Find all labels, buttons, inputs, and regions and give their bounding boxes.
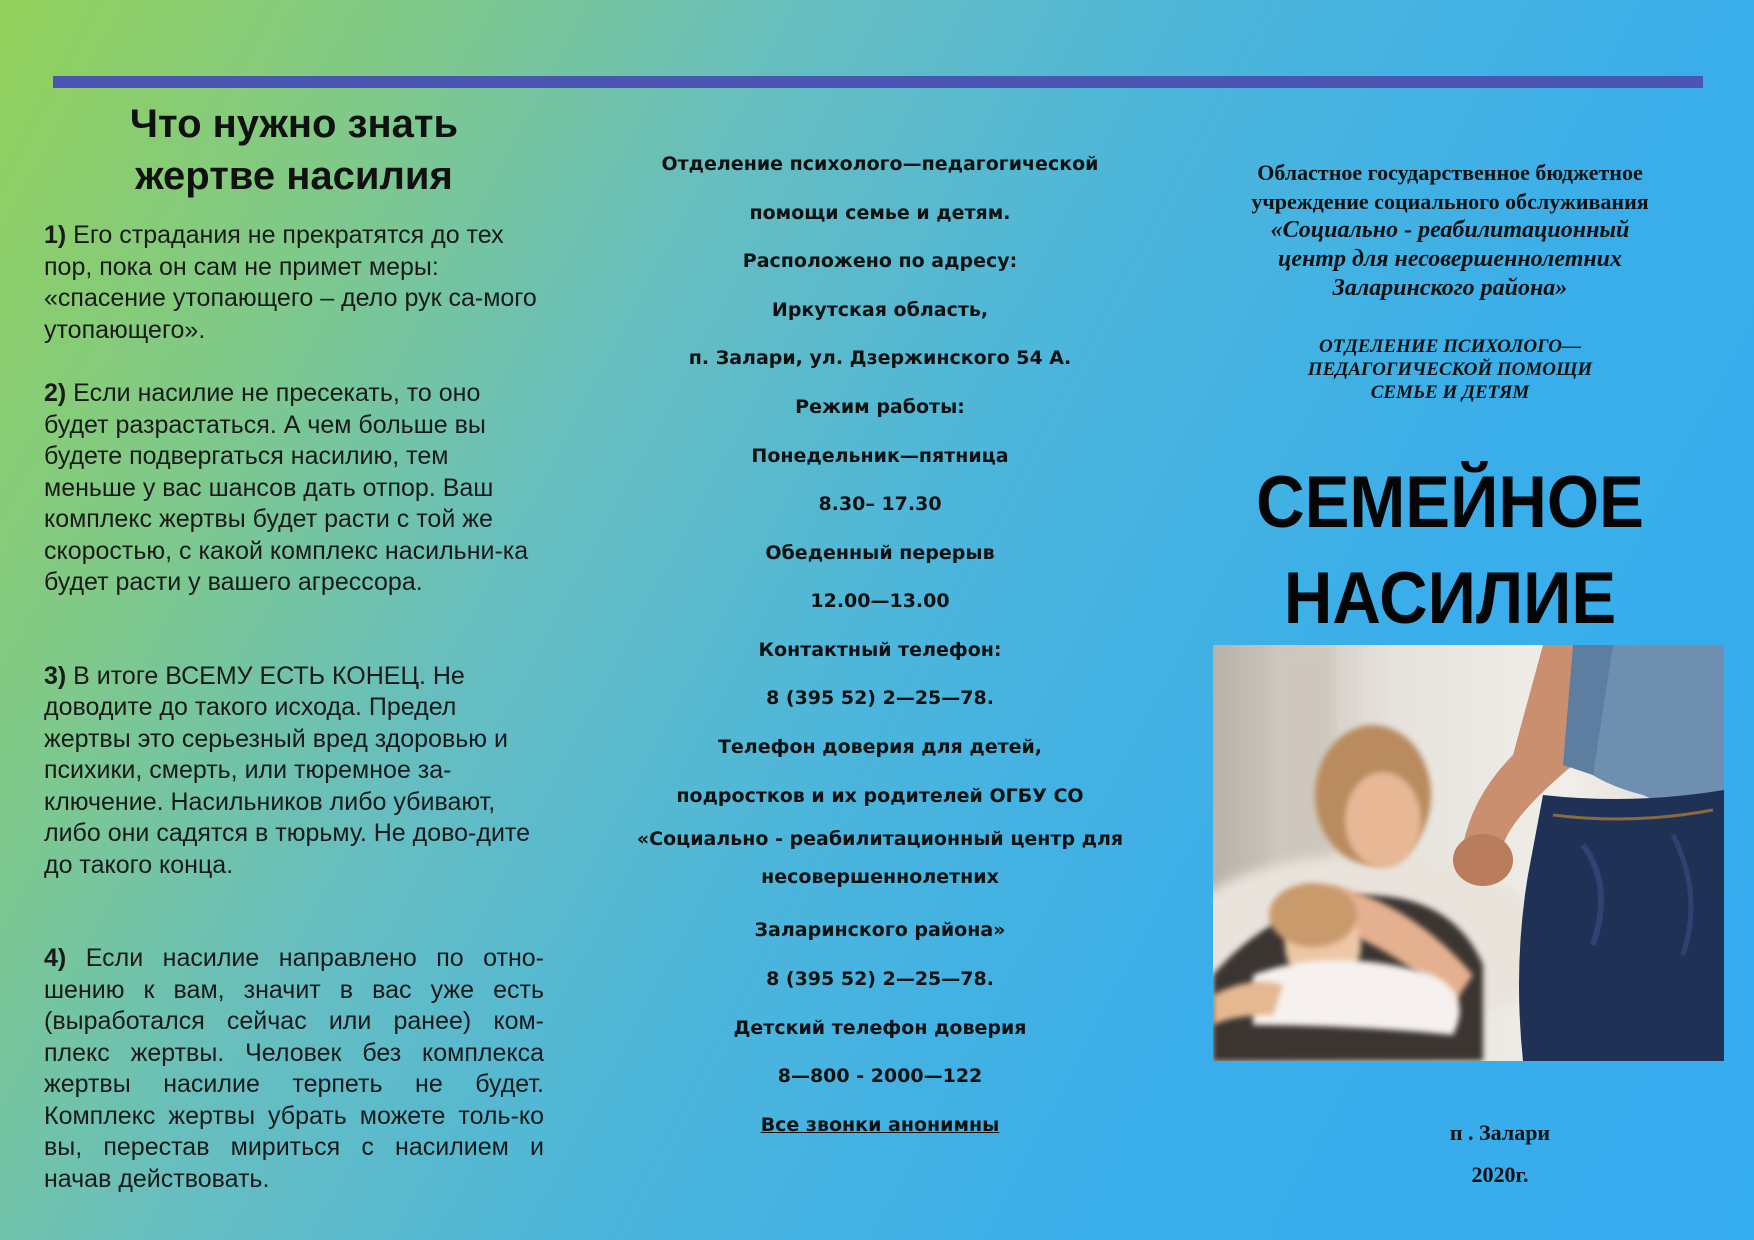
left-title-line1: Что нужно знать (129, 102, 459, 146)
department-line3: СЕМЬЕ И ДЕТЯМ (1370, 382, 1530, 403)
department-line1: ОТДЕЛЕНИЕ ПСИХОЛОГО— (1318, 336, 1582, 357)
contact-line: 12.00—13.00 (810, 590, 950, 612)
contact-line: «Социально - реабилитационный центр для (636, 828, 1124, 850)
left-title-line2: жертве насилия (135, 154, 453, 198)
contact-line: Отделение психолого—педагогической (661, 153, 1099, 175)
point-2-number: 2) (44, 379, 67, 407)
point-3 (44, 661, 544, 882)
left-panel (44, 98, 544, 1195)
footer-location (1350, 1112, 1650, 1196)
contact-line: Расположено по адресу: (742, 250, 1018, 272)
org-name-line2: центр для несовершеннолетних (1277, 246, 1623, 272)
point-2 (44, 378, 544, 599)
contact-line: Детский телефон доверия (733, 1017, 1027, 1039)
department-line2: ПЕДАГОГИЧЕСКОЙ ПОМОЩИ (1307, 359, 1593, 380)
point-1-number: 1) (44, 221, 67, 249)
org-type-line2: учреждение социального обслуживания (1251, 189, 1649, 214)
domestic-violence-photo (1213, 645, 1724, 1061)
contact-line: 8 (395 52) 2—25—78. (766, 687, 994, 709)
org-type-line1: Областное государственное бюджетное (1257, 160, 1643, 185)
point-3-number: 3) (44, 661, 67, 690)
contact-line: 8—800 - 2000—122 (777, 1065, 983, 1087)
department-heading (1200, 335, 1700, 404)
footer-year: 2020г. (1471, 1162, 1529, 1187)
contact-line: несовершеннолетних (761, 866, 999, 888)
point-1-text: Его страдания не прекратятся до тех пор, пока он сам не примет меры: «спасение утопающего – дело рук са-мого утопающего». (44, 221, 537, 344)
contact-line: Иркутская область, (771, 299, 989, 321)
point-2-text: Если насилие не пресекать, то оно будет разрастаться. А чем больше вы будете подвергаться насилию, тем меньше у вас шансов дать отпор. Ваш комплекс жертвы будет расти с той же скоростью, с какой комплекс насильни-ка будет расти у вашего агрессора. (44, 379, 529, 596)
brochure-title-line2: НАСИЛИЕ (1283, 558, 1617, 639)
contact-line: Обеденный перерыв (765, 542, 995, 564)
right-panel (1200, 158, 1700, 404)
point-4 (44, 943, 544, 1195)
contact-line: Телефон доверия для детей, (717, 736, 1043, 758)
brochure-title-line1: СЕМЕЙНОЕ (1256, 462, 1644, 543)
point-4-number: 4) (44, 944, 67, 972)
contact-line: Понедельник—пятница (751, 445, 1009, 467)
contact-line: 8 (395 52) 2—25—78. (766, 968, 994, 990)
top-divider-bar (53, 76, 1703, 88)
contact-line: п. Залари, ул. Дзержинского 54 А. (688, 347, 1072, 369)
contact-line: Контактный телефон: (758, 639, 1002, 661)
contact-line: подростков и их родителей ОГБУ СО (676, 785, 1084, 807)
point-1 (44, 220, 544, 346)
contact-line: Заларинского района» (754, 919, 1006, 941)
contact-line: 8.30– 17.30 (818, 493, 942, 515)
anonymous-calls-note: Все звонки анонимны (760, 1114, 1000, 1136)
footer-place-name: п . Залари (1449, 1120, 1551, 1145)
left-title (44, 98, 544, 202)
org-name-line1: «Социально - реабилитационный (1270, 217, 1630, 243)
point-4-text: Если насилие направлено по отно-шению к вам, значит в вас уже есть (выработался сейчас или ранее) ком-плекс жертвы. Человек без комплекса жертвы насилие терпеть не будет. Комплекс жертвы убрать можете толь-ко вы, перестав мириться с насилием и начав действовать. (44, 944, 544, 1193)
org-name-line3: Заларинского района» (1332, 275, 1568, 301)
point-3-text: В итоге ВСЕМУ ЕСТЬ КОНЕЦ. Не доводите до такого исхода. Предел жертвы это серьезный вред здоровью и психики, смерть, или тюремное за-ключение. Насильников либо убивают, либо они садятся в тюрьму. Не дово-дите до такого конца. (44, 661, 530, 879)
contact-line: помощи семье и детям. (749, 202, 1011, 224)
brochure-title (1220, 455, 1680, 647)
contact-line: Режим работы: (795, 396, 965, 418)
